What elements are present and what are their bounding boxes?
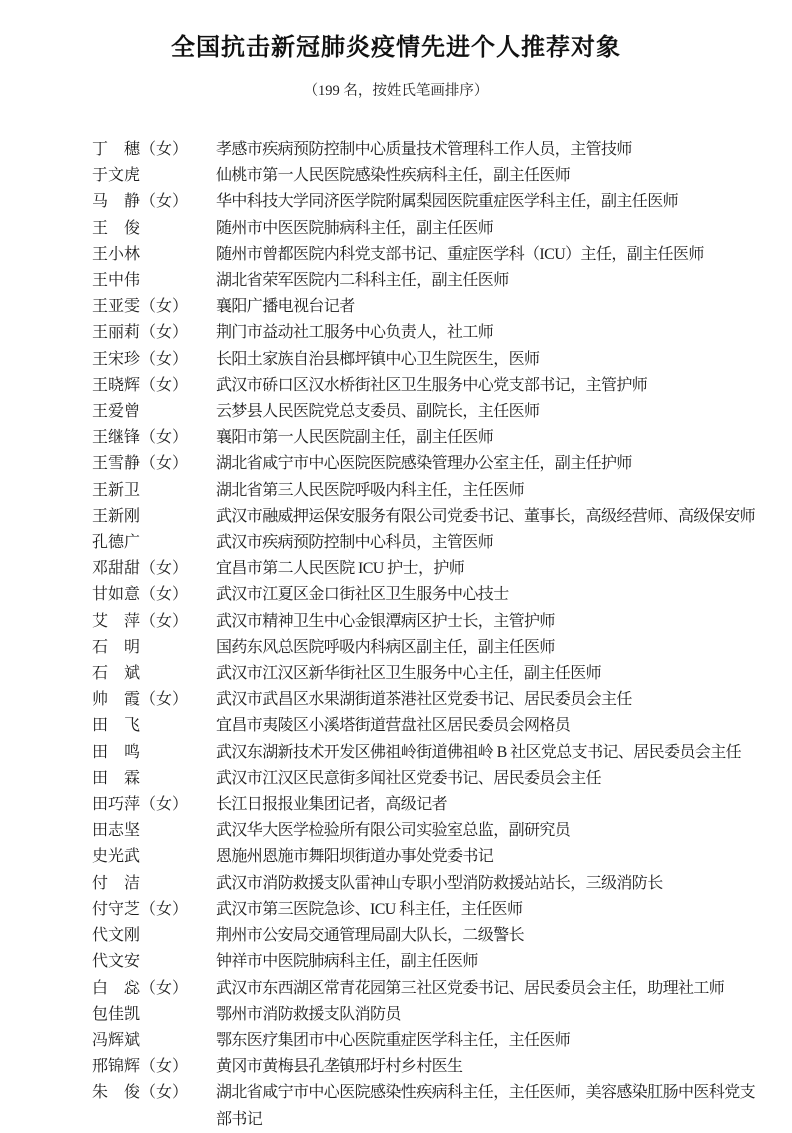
list-item xyxy=(92,268,766,294)
person-name-cell xyxy=(92,373,216,399)
list-item xyxy=(92,242,766,268)
gender-label: （女） xyxy=(140,796,189,814)
person-name: 石 斌 xyxy=(92,665,141,683)
person-name-cell xyxy=(92,137,216,163)
person-name: 田 飞 xyxy=(92,717,141,735)
person-description: 孝感市疾病预防控制中心质量技术管理科工作人员，主管技师 xyxy=(216,141,632,158)
person-description: 长江日报报业集团记者，高级记者 xyxy=(216,796,448,814)
person-name: 王宋珍 xyxy=(92,350,141,368)
person-name: 田 鸣 xyxy=(92,743,141,761)
list-item xyxy=(92,949,766,975)
person-name: 邓甜甜 xyxy=(92,560,141,578)
person-description: 武汉市江汉区新华街社区卫生服务中心主任，副主任医师 xyxy=(216,665,602,683)
gender-label: （女） xyxy=(140,193,189,211)
person-description: 武汉东湖新技术开发区佛祖岭街道佛祖岭 B 社区党总支书记、居民委员会主任 xyxy=(216,743,742,761)
person-name-cell xyxy=(92,530,216,556)
list-item xyxy=(92,425,766,451)
person-description: 武汉市融威押运保安服务有限公司党委书记、董事长，高级经营师、高级保安师 xyxy=(216,507,756,525)
person-name-cell xyxy=(92,635,216,661)
person-name: 于文虎 xyxy=(92,167,141,185)
person-description: 仙桃市第一人民医院感染性疾病科主任，副主任医师 xyxy=(216,167,571,185)
person-name-cell xyxy=(92,1002,216,1028)
list-item xyxy=(92,189,766,215)
person-name-cell xyxy=(92,504,216,530)
person-description: 湖北省咸宁市中心医院医院感染管理办公室主任，副主任护师 xyxy=(216,455,632,473)
person-description: 武汉市消防救援支队雷神山专职小型消防救援站站长，三级消防长 xyxy=(216,874,663,892)
person-description: 荆州市公安局交通管理局副大队长，二级警长 xyxy=(216,927,525,945)
person-name: 田 霖 xyxy=(92,769,141,787)
person-name: 王 俊 xyxy=(92,219,141,237)
person-name-cell xyxy=(92,792,216,818)
list-item xyxy=(92,530,766,556)
list-item xyxy=(92,740,766,766)
gender-label: （女） xyxy=(140,1058,189,1076)
person-name-cell xyxy=(92,923,216,949)
gender-label: （女） xyxy=(140,324,189,342)
list-item xyxy=(92,320,766,346)
gender-label: （女） xyxy=(140,586,189,604)
person-name-cell xyxy=(92,242,216,268)
page-title: 全国抗击新冠肺炎疫情先进个人推荐对象 xyxy=(171,35,621,61)
list-item xyxy=(92,818,766,844)
person-name: 王亚雯 xyxy=(92,298,141,316)
list-item xyxy=(92,609,766,635)
person-name: 王雪静 xyxy=(92,455,141,473)
person-description: 武汉华大医学检验所有限公司实验室总监，副研究员 xyxy=(216,822,571,840)
person-name-cell xyxy=(92,871,216,897)
list-item xyxy=(92,897,766,923)
gender-label: （女） xyxy=(140,350,189,368)
person-name: 石 明 xyxy=(92,638,141,656)
person-description: 襄阳广播电视台记者 xyxy=(216,298,355,316)
person-name-cell xyxy=(92,216,216,242)
person-name: 付 洁 xyxy=(92,874,141,892)
person-description: 武汉市江汉区民意街多闻社区党委书记、居民委员会主任 xyxy=(216,769,602,787)
list-item xyxy=(92,1080,766,1132)
person-name: 王新刚 xyxy=(92,507,141,525)
person-name-cell xyxy=(92,949,216,975)
list-item xyxy=(92,373,766,399)
person-description: 云梦县人民医院党总支委员、副院长，主任医师 xyxy=(216,403,540,421)
person-description: 湖北省第三人民医院呼吸内科主任，主任医师 xyxy=(216,481,525,499)
person-description: 湖北省咸宁市中心医院感染性疾病科主任，主任医师，美容感染肛肠中医科党支部书记 xyxy=(216,1084,756,1128)
person-name-cell xyxy=(92,399,216,425)
person-name: 王继锋 xyxy=(92,429,141,447)
gender-label: （女） xyxy=(140,612,189,630)
page-subtitle: （199 名，按姓氏笔画排序） xyxy=(303,83,489,99)
gender-label: （女） xyxy=(140,298,189,316)
person-name-cell xyxy=(92,478,216,504)
person-name: 丁 穗 xyxy=(92,141,141,158)
person-name: 田巧萍 xyxy=(92,796,141,814)
person-description: 随州市曾都医院内科党支部书记、重症医学科（ICU）主任，副主任医师 xyxy=(216,245,704,263)
person-description: 恩施州恩施市舞阳坝街道办事处党委书记 xyxy=(216,848,494,866)
list-item xyxy=(92,635,766,661)
list-item xyxy=(92,1054,766,1080)
person-name-cell xyxy=(92,268,216,294)
person-name-cell xyxy=(92,687,216,713)
person-description: 湖北省荣军医院内二科科主任，副主任医师 xyxy=(216,272,509,290)
person-name: 甘如意 xyxy=(92,586,141,604)
person-name-cell xyxy=(92,320,216,346)
person-description: 武汉市江夏区金口街社区卫生服务中心技士 xyxy=(216,586,509,604)
person-name: 王晓辉 xyxy=(92,376,141,394)
person-name-cell xyxy=(92,1028,216,1054)
person-description: 宜昌市第二人民医院 ICU 护士，护师 xyxy=(216,560,465,578)
person-name-cell xyxy=(92,740,216,766)
person-description: 襄阳市第一人民医院副主任，副主任医师 xyxy=(216,429,494,447)
list-item xyxy=(92,478,766,504)
person-name-cell xyxy=(92,163,216,189)
list-item xyxy=(92,1028,766,1054)
list-item xyxy=(92,216,766,242)
person-name-cell xyxy=(92,713,216,739)
person-name-cell xyxy=(92,582,216,608)
gender-label: （女） xyxy=(140,900,189,918)
list-item xyxy=(92,661,766,687)
person-name: 王爱曾 xyxy=(92,403,141,421)
list-item xyxy=(92,137,766,163)
person-name: 田志坚 xyxy=(92,822,141,840)
person-name: 朱 俊 xyxy=(92,1084,141,1102)
person-name-cell xyxy=(92,766,216,792)
person-description: 鄂州市消防救援支队消防员 xyxy=(216,1005,401,1023)
person-name: 白 惢 xyxy=(92,979,141,997)
person-name: 王中伟 xyxy=(92,272,141,290)
person-name: 冯辉斌 xyxy=(92,1031,141,1049)
person-name-cell xyxy=(92,897,216,923)
gender-label: （女） xyxy=(140,979,189,997)
person-description: 钟祥市中医院肺病科主任，副主任医师 xyxy=(216,953,478,971)
list-item xyxy=(92,844,766,870)
person-name: 包佳凯 xyxy=(92,1005,141,1023)
person-description: 武汉市武昌区水果湖街道茶港社区党委书记、居民委员会主任 xyxy=(216,691,632,709)
person-name-cell xyxy=(92,1054,216,1080)
gender-label: （女） xyxy=(140,560,189,578)
person-name-cell xyxy=(92,425,216,451)
person-name: 代文刚 xyxy=(92,927,141,945)
person-description: 长阳土家族自治县榔坪镇中心卫生院医生，医师 xyxy=(216,350,540,368)
list-item xyxy=(92,871,766,897)
person-name-cell xyxy=(92,347,216,373)
list-item xyxy=(92,792,766,818)
person-description: 国药东风总医院呼吸内科病区副主任，副主任医师 xyxy=(216,638,555,656)
person-description: 宜昌市夷陵区小溪塔街道营盘社区居民委员会网格员 xyxy=(216,717,571,735)
person-name-cell xyxy=(92,1080,216,1106)
list-item xyxy=(92,582,766,608)
person-name: 邢锦辉 xyxy=(92,1058,141,1076)
gender-label: （女） xyxy=(140,455,189,473)
person-name: 王小林 xyxy=(92,245,141,263)
person-description: 鄂东医疗集团市中心医院重症医学科主任，主任医师 xyxy=(216,1031,571,1049)
person-name-cell xyxy=(92,189,216,215)
list-item xyxy=(92,976,766,1002)
person-name-cell xyxy=(92,609,216,635)
list-item xyxy=(92,347,766,373)
person-name: 王新卫 xyxy=(92,481,141,499)
entries-list xyxy=(92,137,766,1133)
person-name-cell xyxy=(92,294,216,320)
gender-label: （女） xyxy=(140,1084,189,1102)
list-item xyxy=(92,294,766,320)
list-item xyxy=(92,399,766,425)
list-item xyxy=(92,713,766,739)
list-item xyxy=(92,163,766,189)
person-name: 孔德广 xyxy=(92,534,141,552)
person-name-cell xyxy=(92,556,216,582)
person-name: 帅 霞 xyxy=(92,691,141,709)
list-item xyxy=(92,766,766,792)
person-description: 荆门市益动社工服务中心负责人，社工师 xyxy=(216,324,494,342)
gender-label: （女） xyxy=(140,141,189,158)
person-name-cell xyxy=(92,451,216,477)
person-name-cell xyxy=(92,818,216,844)
list-item xyxy=(92,687,766,713)
list-item xyxy=(92,556,766,582)
gender-label: （女） xyxy=(140,691,189,709)
gender-label: （女） xyxy=(140,376,189,394)
person-description: 黄冈市黄梅县孔垄镇邢圩村乡村医生 xyxy=(216,1058,463,1076)
person-description: 武汉市疾病预防控制中心科员，主管医师 xyxy=(216,534,494,552)
list-item xyxy=(92,1002,766,1028)
list-item xyxy=(92,451,766,477)
list-item xyxy=(92,923,766,949)
person-name: 付守芝 xyxy=(92,900,141,918)
person-name: 艾 萍 xyxy=(92,612,141,630)
person-description: 武汉市第三医院急诊、ICU 科主任，主任医师 xyxy=(216,900,523,918)
person-name: 史光武 xyxy=(92,848,141,866)
person-description: 随州市中医医院肺病科主任，副主任医师 xyxy=(216,219,494,237)
list-item xyxy=(92,504,766,530)
person-name: 马 静 xyxy=(92,193,141,211)
person-name-cell xyxy=(92,844,216,870)
person-description: 华中科技大学同济医学院附属梨园医院重症医学科主任，副主任医师 xyxy=(216,193,679,211)
person-description: 武汉市东西湖区常青花园第三社区党委书记、居民委员会主任，助理社工师 xyxy=(216,979,725,997)
person-description: 武汉市精神卫生中心金银潭病区护士长，主管护师 xyxy=(216,612,555,630)
person-name: 代文安 xyxy=(92,953,141,971)
gender-label: （女） xyxy=(140,429,189,447)
person-description: 武汉市硚口区汉水桥街社区卫生服务中心党支部书记，主管护师 xyxy=(216,376,648,394)
person-name-cell xyxy=(92,661,216,687)
person-name: 王丽莉 xyxy=(92,324,141,342)
person-name-cell xyxy=(92,976,216,1002)
